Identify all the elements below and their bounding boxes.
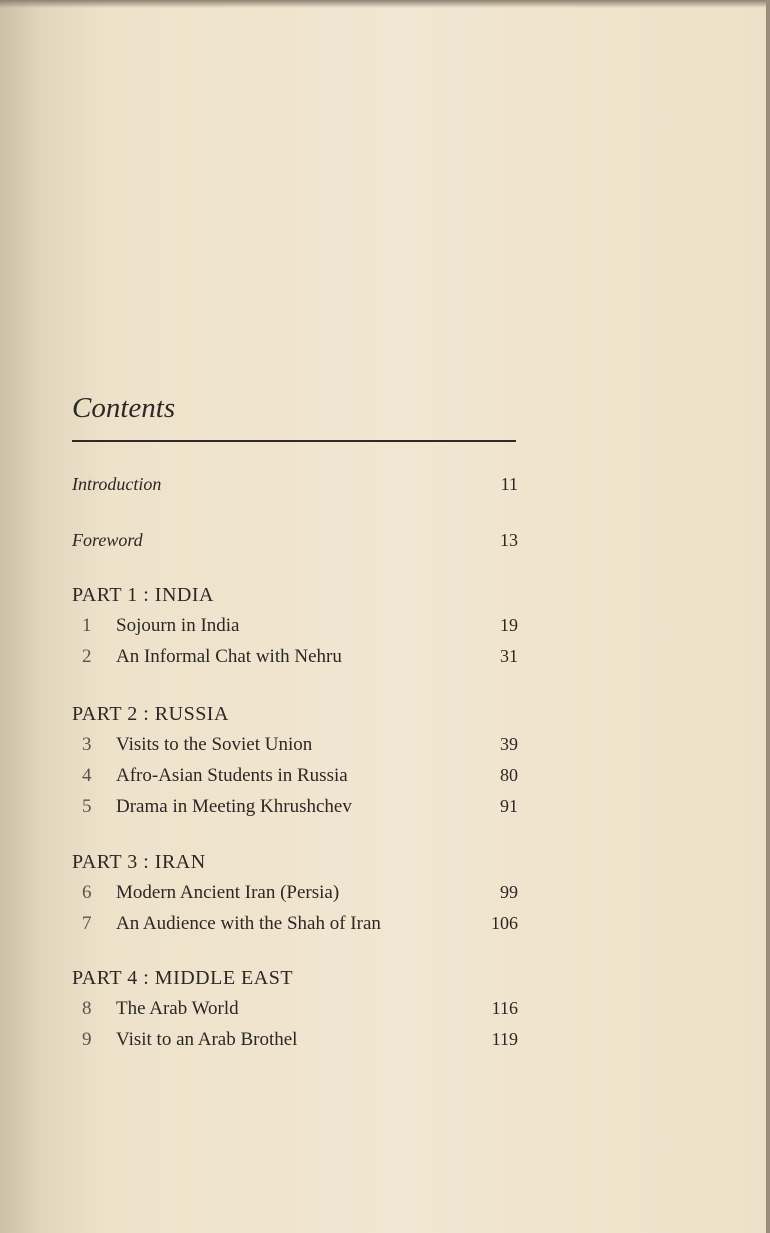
chapter-title: An Informal Chat with Nehru: [116, 646, 342, 667]
part-heading-middle-east: PART 4 : MIDDLE EAST: [72, 967, 294, 989]
chapter-page: 31: [500, 646, 518, 666]
chapter-number: 9: [82, 1029, 92, 1050]
toc-chapter: [72, 877, 518, 908]
chapter-number: 7: [82, 913, 92, 934]
chapter-title: Visit to an Arab Brothel: [116, 1029, 298, 1050]
toc-entry-introduction: [72, 468, 518, 500]
chapter-title: An Audience with the Shah of Iran: [116, 913, 381, 934]
toc-chapter: [72, 729, 518, 760]
chapter-number: 4: [82, 765, 92, 786]
chapter-page: 99: [500, 882, 518, 902]
chapter-number: 8: [82, 998, 92, 1019]
table-of-contents: [72, 388, 518, 1055]
chapter-title: Drama in Meeting Khrushchev: [116, 796, 352, 817]
chapter-page: 91: [500, 796, 518, 816]
page-edge-shadow: [766, 0, 770, 1233]
chapter-page: 116: [491, 998, 518, 1018]
entry-page: 13: [500, 530, 518, 550]
chapter-page: 39: [500, 734, 518, 754]
chapter-title: Visits to the Soviet Union: [116, 734, 313, 755]
chapter-number: 5: [82, 796, 92, 817]
toc-entry-foreword: [72, 524, 518, 556]
chapter-number: 3: [82, 734, 92, 755]
chapter-title: Afro-Asian Students in Russia: [116, 765, 348, 786]
part-heading-iran: PART 3 : IRAN: [72, 851, 206, 873]
page-top-shadow: [0, 0, 770, 8]
toc-chapter: [72, 1024, 518, 1055]
toc-chapter: [72, 908, 518, 939]
chapter-page: 106: [491, 913, 518, 933]
toc-chapter: [72, 993, 518, 1024]
chapter-number: 6: [82, 882, 92, 903]
chapter-title: Modern Ancient Iran (Persia): [116, 882, 340, 903]
toc-chapter: [72, 760, 518, 791]
entry-label: Foreword: [72, 530, 143, 550]
chapter-title: The Arab World: [116, 998, 239, 1019]
entry-page: 11: [500, 474, 518, 494]
entry-label: Introduction: [72, 474, 162, 494]
chapter-page: 119: [491, 1029, 518, 1049]
toc-chapter: [72, 610, 518, 641]
chapter-page: 80: [500, 765, 518, 785]
chapter-number: 1: [82, 615, 92, 636]
part-heading-india: PART 1 : INDIA: [72, 584, 214, 606]
chapter-title: Sojourn in India: [116, 615, 240, 636]
part-heading-russia: PART 2 : RUSSIA: [72, 703, 229, 725]
contents-title: Contents: [72, 392, 176, 424]
chapter-page: 19: [500, 615, 518, 635]
chapter-number: 2: [82, 646, 92, 667]
toc-chapter: [72, 641, 518, 672]
toc-chapter: [72, 791, 518, 822]
